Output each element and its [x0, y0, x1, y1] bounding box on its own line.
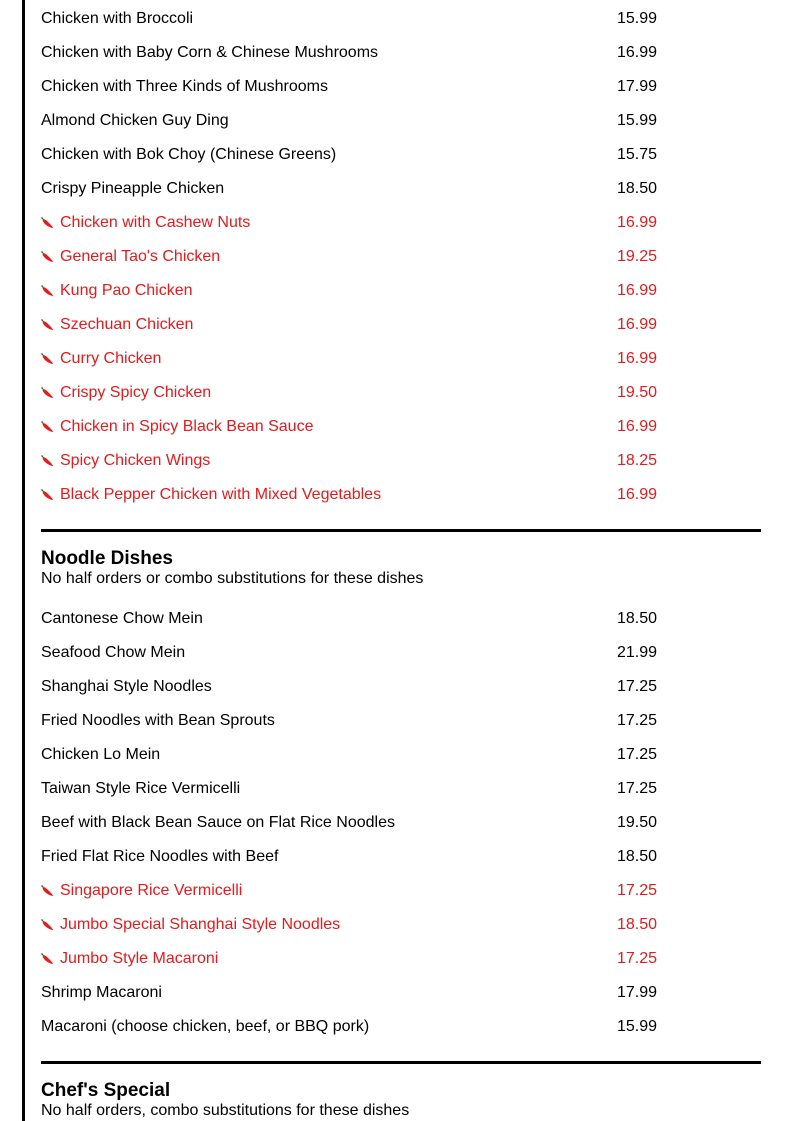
menu-item-price: 17.99	[617, 984, 658, 1001]
menu-item-name: Seafood Chow Mein	[41, 644, 186, 661]
menu-item-name: Beef with Black Bean Sauce on Flat Rice Noodles	[41, 814, 395, 831]
menu-item-row	[41, 478, 761, 512]
menu-item-price: 18.25	[617, 452, 658, 469]
menu-content	[41, 2, 761, 1120]
menu-item-name: Chicken with Three Kinds of Mushrooms	[41, 78, 328, 95]
menu-item-name: Taiwan Style Rice Vermicelli	[41, 780, 241, 797]
menu-item-price: 19.50	[617, 384, 658, 401]
menu-section-chicken	[41, 2, 761, 512]
menu-item-name: Jumbo Special Shanghai Style Noodles	[60, 916, 341, 933]
menu-item-name: Almond Chicken Guy Ding	[41, 112, 229, 129]
section-divider	[41, 1061, 761, 1064]
section-divider	[41, 529, 761, 532]
menu-item-price: 17.99	[617, 78, 658, 95]
menu-item-row	[41, 806, 761, 840]
menu-item-price: 19.25	[617, 248, 658, 265]
menu-item-name: Fried Flat Rice Noodles with Beef	[41, 848, 279, 865]
menu-item-row	[41, 772, 761, 806]
menu-item-row	[41, 2, 761, 36]
menu-item-price: 19.50	[617, 814, 658, 831]
menu-item-price: 16.99	[617, 282, 658, 299]
menu-item-row	[41, 636, 761, 670]
menu-item-price: 15.99	[617, 1018, 658, 1035]
menu-item-price: 17.25	[617, 950, 658, 967]
menu-item-price: 16.99	[617, 44, 658, 61]
menu-item-price: 16.99	[617, 350, 658, 367]
menu-item-row	[41, 138, 761, 172]
menu-item-row	[41, 240, 761, 274]
menu-item-row	[41, 602, 761, 636]
menu-item-row	[41, 376, 761, 410]
menu-item-price: 16.99	[617, 214, 658, 231]
menu-item-row	[41, 274, 761, 308]
section-header	[41, 548, 761, 588]
menu-item-name: Chicken with Bok Choy (Chinese Greens)	[41, 146, 337, 163]
menu-item-price: 18.50	[617, 180, 658, 197]
menu-item-name: General Tao's Chicken	[60, 248, 221, 265]
menu-item-name: Kung Pao Chicken	[60, 282, 193, 299]
menu-item-name: Crispy Spicy Chicken	[60, 384, 212, 401]
menu-item-name: Spicy Chicken Wings	[60, 452, 211, 469]
menu-item-price: 16.99	[617, 418, 658, 435]
menu-item-name: Macaroni (choose chicken, beef, or BBQ pork)	[41, 1018, 370, 1035]
menu-item-name: Shanghai Style Noodles	[41, 678, 212, 695]
menu-item-row	[41, 308, 761, 342]
menu-section-noodles	[41, 529, 761, 1044]
menu-item-name: Chicken with Broccoli	[41, 10, 194, 27]
menu-item-row	[41, 410, 761, 444]
menu-item-price: 15.99	[617, 112, 658, 129]
section-note: No half orders or combo substitutions for these dishes	[41, 570, 424, 587]
menu-item-name: Black Pepper Chicken with Mixed Vegetables	[60, 486, 382, 503]
menu-item-name: Curry Chicken	[60, 350, 162, 367]
menu-item-row	[41, 342, 761, 376]
menu-item-name: Crispy Pineapple Chicken	[41, 180, 225, 197]
menu-item-row	[41, 206, 761, 240]
menu-item-price: 18.50	[617, 848, 658, 865]
menu-item-price: 18.50	[617, 610, 658, 627]
menu-item-row	[41, 670, 761, 704]
menu-item-name: Chicken with Baby Corn & Chinese Mushrooms	[41, 44, 379, 61]
menu-item-name: Cantonese Chow Mein	[41, 610, 203, 627]
menu-item-name: Shrimp Macaroni	[41, 984, 162, 1001]
section-title: Chef's Special	[41, 1080, 171, 1101]
menu-item-row	[41, 738, 761, 772]
menu-item-price: 17.25	[617, 678, 658, 695]
menu-item-row	[41, 908, 761, 942]
menu-item-row	[41, 942, 761, 976]
menu-item-price: 15.75	[617, 146, 658, 163]
menu-item-row	[41, 840, 761, 874]
menu-item-row	[41, 444, 761, 478]
menu-item-name: Chicken Lo Mein	[41, 746, 161, 763]
menu-item-price: 17.25	[617, 712, 658, 729]
menu-item-row	[41, 704, 761, 738]
menu-item-price: 17.25	[617, 882, 658, 899]
menu-item-row	[41, 874, 761, 908]
menu-item-name: Jumbo Style Macaroni	[60, 950, 219, 967]
menu-item-name: Chicken in Spicy Black Bean Sauce	[60, 418, 314, 435]
menu-item-price: 21.99	[617, 644, 658, 661]
menu-item-price: 17.25	[617, 780, 658, 797]
menu-item-price: 17.25	[617, 746, 658, 763]
menu-item-row	[41, 36, 761, 70]
menu-item-price: 15.99	[617, 10, 658, 27]
menu-item-name: Szechuan Chicken	[60, 316, 194, 333]
menu-item-price: 18.50	[617, 916, 658, 933]
menu-item-row	[41, 104, 761, 138]
menu-item-row	[41, 976, 761, 1010]
menu-item-name: Chicken with Cashew Nuts	[60, 214, 251, 231]
menu-item-row	[41, 172, 761, 206]
section-note: No half orders, combo substitutions for these dishes	[41, 1102, 410, 1119]
menu-item-row	[41, 70, 761, 104]
section-header	[41, 1080, 761, 1120]
section-title: Noodle Dishes	[41, 548, 173, 569]
menu-item-price: 16.99	[617, 486, 658, 503]
menu-item-name: Fried Noodles with Bean Sprouts	[41, 712, 275, 729]
menu-item-name: Singapore Rice Vermicelli	[60, 882, 243, 899]
menu-item-row	[41, 1010, 761, 1044]
left-border-rule	[22, 0, 25, 1121]
menu-section-chefs	[41, 1061, 761, 1120]
menu-item-price: 16.99	[617, 316, 658, 333]
